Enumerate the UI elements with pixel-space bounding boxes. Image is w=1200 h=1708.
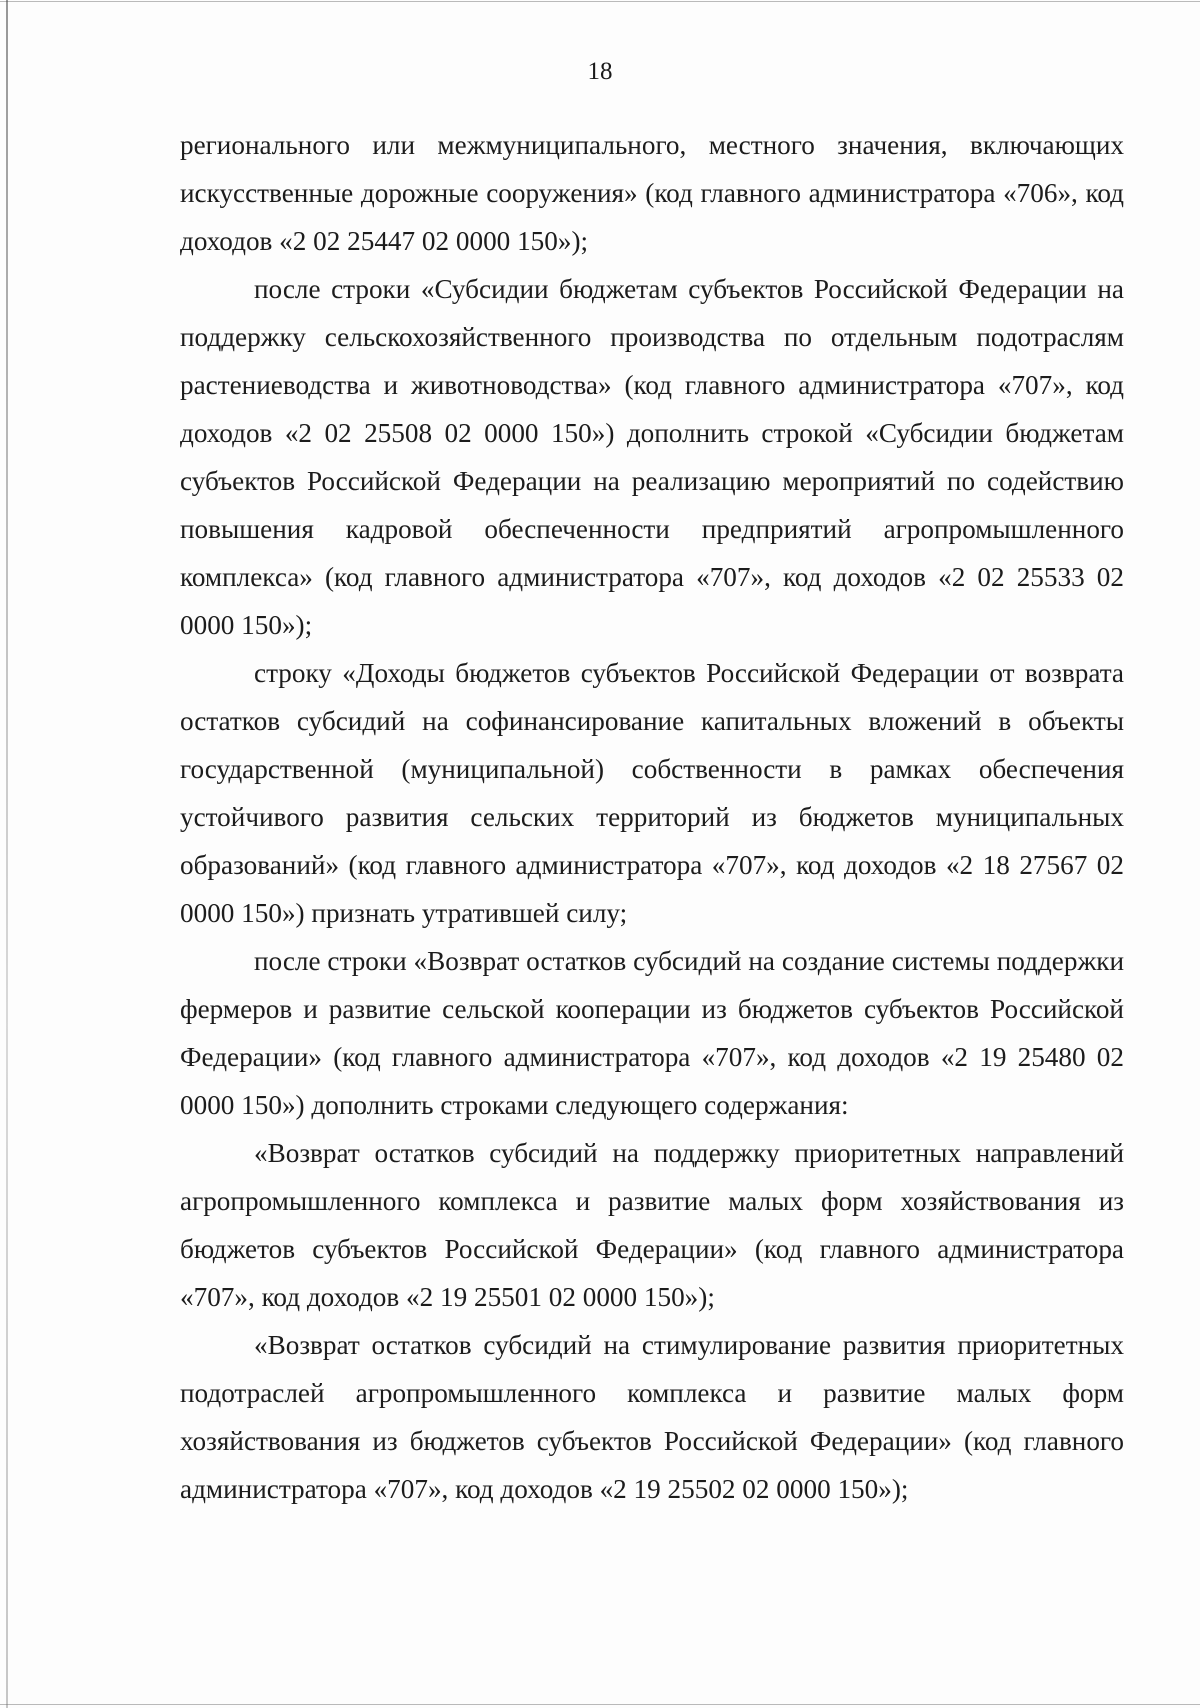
paragraph: после строки «Субсидии бюджетам субъектов Российской Федерации на поддержку сельскохозяйственного производства по отдельным подотраслям растениеводства и животноводства» (код главного администратора «707», код доходов «2 02 25508 02 0000 150») дополнить строкой «Субсидии бюджетам субъектов Российской Федерации на реализацию мероприятий по содействию повышения кадровой обеспеченности предприятий агропромышленного комплекса» (код главного администратора «707», код доходов «2 02 25533 02 0000 150»); (180, 274, 1124, 640)
document-body (180, 121, 1124, 1513)
page-number: 18 (587, 58, 613, 85)
scan-edge-bottom (0, 1704, 1200, 1705)
paragraph: строку «Доходы бюджетов субъектов Российской Федерации от возврата остатков субсидий на софинансирование капитальных вложений в объекты государственной (муниципальной) собственности в рамках обеспечения устойчивого развития сельских территорий из бюджетов муниципальных образований» (код главного администратора «707», код доходов «2 18 27567 02 0000 150») признать утратившей силу; (180, 658, 1124, 928)
scan-edge-left (6, 0, 8, 1708)
paragraph: «Возврат остатков субсидий на стимулирование развития приоритетных подотраслей агропромышленного комплекса и развитие малых форм хозяйствования из бюджетов субъектов Российской Федерации» (код главного администратора «707», код доходов «2 19 25502 02 0000 150»); (180, 1330, 1124, 1504)
paragraph-continuation: регионального или межмуниципального, местного значения, включающих искусственные дорожные сооружения» (код главного администратора «706», код доходов «2 02 25447 02 0000 150»); (180, 130, 1124, 256)
scan-edge-top (0, 1, 1200, 2)
paragraph: после строки «Возврат остатков субсидий на создание системы поддержки фермеров и развитие сельской кооперации из бюджетов субъектов Российской Федерации» (код главного администратора «707», код доходов «2 19 25480 02 0000 150») дополнить строками следующего содержания: (180, 946, 1124, 1120)
paragraph: «Возврат остатков субсидий на поддержку приоритетных направлений агропромышленного комплекса и развитие малых форм хозяйствования из бюджетов субъектов Российской Федерации» (код главного администратора «707», код доходов «2 19 25501 02 0000 150»); (180, 1138, 1124, 1312)
